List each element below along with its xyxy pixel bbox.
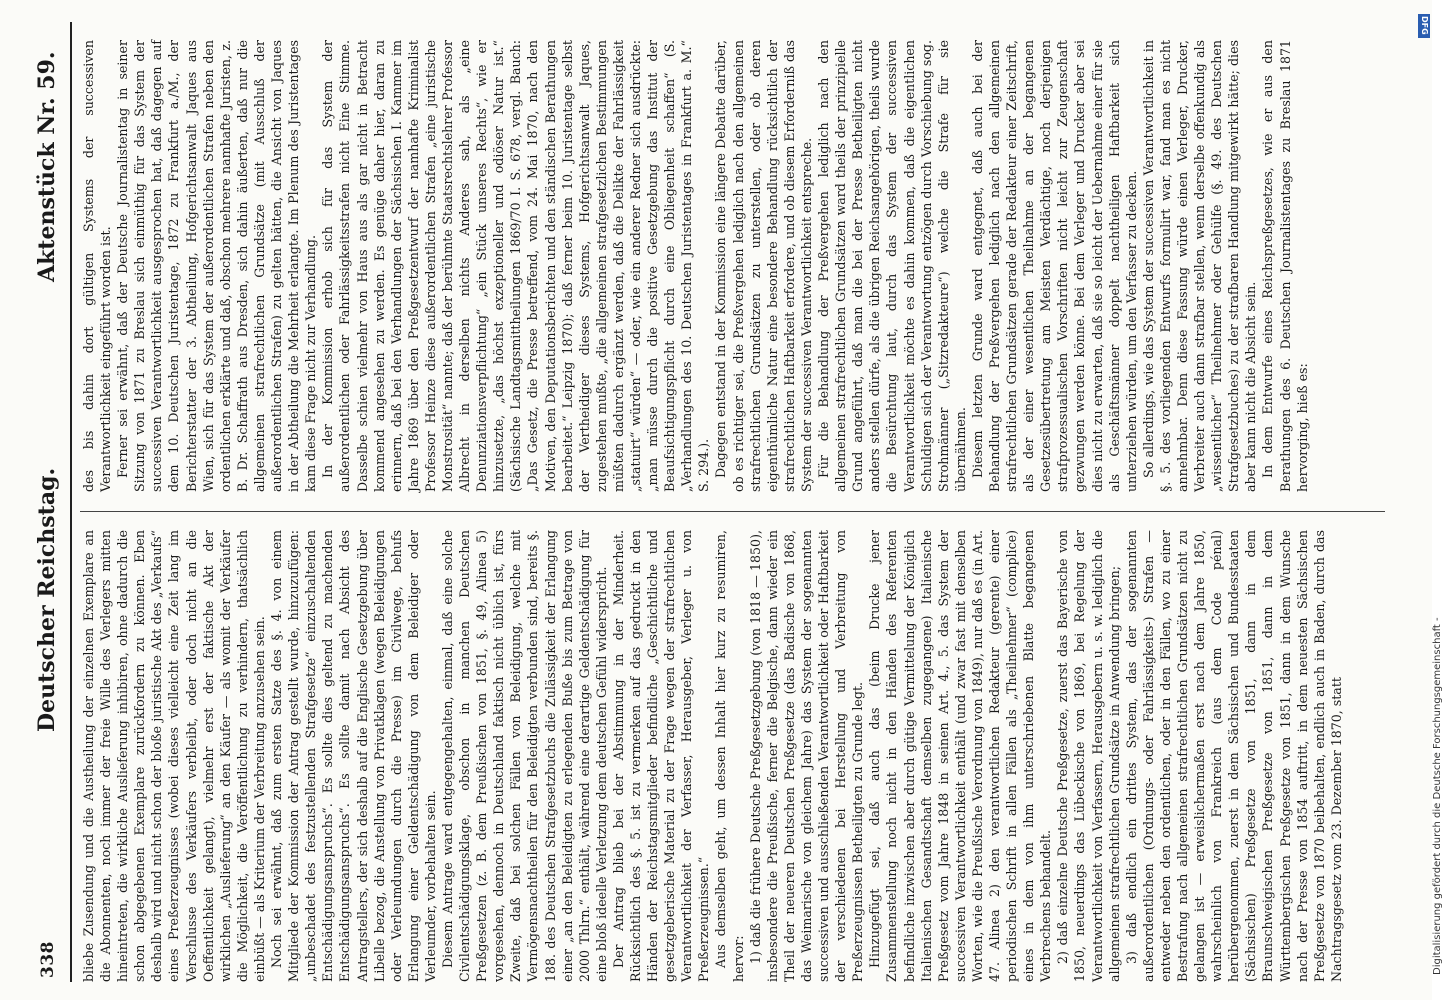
dfg-logo: DFG — [1418, 14, 1430, 38]
paragraph: Noch sei erwähnt, daß zum ersten Satze des §. 4. von einem Mitgliede der Kommission der Antrag gestellt wurde, hinzuzufügen: „unbeschadet des festzustellenden Strafgesetze“ einzuschaltenden Entschädigungsanspruchs“. Es sollte dies geltend zu machenden Entschädigungsanspruchs“. Es sollte damit nach Absicht des Antragstellers, der sich deshalb auf die Englische Gesetzgebung über Libelle bezog, die Anstellung von Privatklagen (wegen Beleidigungen oder Verleumdungen durch die Presse) im Civilwege, behufs Erlangung einer Geldentschädigung von dem Beleidiger oder Verleumder, vorbehalten sein. — [269, 530, 438, 982]
paragraph: Dagegen entstand in der Kommission eine längere Debatte darüber, ob es richtiger sei, die Preßvergehen lediglich nach den allgemeinen strafrechtlichen Grundsätzen zu unterstellen, oder ob deren eigenthümliche Natur eine besondere Behandlung rücksichtlich der strafrechtlichen Haftbarkeit erfordere, und ob diesem Erforderniß das System der successiven Verantwortlichkeit entspreche. — [713, 40, 814, 492]
paragraph: Der Antrag blieb bei der Abstimmung in der Minderheit. Rücksichtlich des §. 5. ist zu vermerken auf das gedruckt in den Händen der Reichstagsmitglieder befindliche „Geschichtliche und gesetzgeberische Material zu der Frage wegen der strafrechtlichen Verantwortlichkeit der Verfasser, Herausgeber, Verleger u. von Preßerzeugnissen.“ — [610, 530, 712, 982]
paragraph: Aus demselben geht, um dessen Inhalt hier kurz zu resumiren, hervor: — [713, 530, 746, 982]
paragraph: Hinzugefügt sei, daß auch das (beim Drucke jener Zusammenstellung noch nicht in den Händen des Referenten befindliche inzwischen aber durch gütige Vermittelung der Königlich Italienischen Gesandtschaft demselben zugegangene) Italienische Preßgesetz vom Jahre 1848 in seinen Art. 4., 5. das System der successiven Verantwortlichkeit enthält (und zwar fast mit denselben Worten, wie die Preußische Verordnung von 1849), nur daß es (in Art. 47. Alinea 2) den verantwortlichen Redakteur (gerente) einer periodischen Schrift in allen Fällen als „Theilnehmer“ (complice) eines in dem von ihm unterschriebenen Blatte begangenen Verbrechens behandelt. — [867, 530, 1054, 982]
list-item: 1) daß die frühere Deutsche Preßgesetzgebung (von 1818 — 1850), insbesondere die Preußische, ferner die Belgische, dann wieder ein Theil der neueren Deutschen Preßgesetze (das Badische von 1868, das Weimarische von gleichem Jahre) das System der sogenannten successiven und ausschließenden Verantwortlichkeit oder Haftbarkeit der verschiedenen bei Herstellung und Verbreitung von Preßerzeugnissen Betheiligten zu Grunde legt. — [747, 530, 866, 982]
page-title: Deutscher Reichstag. — [34, 467, 60, 732]
paragraph: Diesem Antrage ward entgegengehalten, einmal, daß eine solche Civilentschädigungsklage, obschon in manchen Deutschen Preßgesetzen (z. B. dem Preußischen von 1851, §. 49, Alinea 5) vorgesehen, dennoch in Deutschland faktisch nicht üblich ist, fürs Zweite, daß bei solchen Fällen von Beleidigung, welche mit Vermögensnachtheilen für den Beleidigten verbunden sind, bereits §. 188. des Deutschen Strafgesetzbuchs die Zulässigkeit der Erlangung einer „an den Beleidigten zu erlegenden Buße bis zum Betrage von 2000 Thlrn.“ enthält, während eine derartige Geldentschädigung für eine bloß ideelle Verletzung dem deutschen Gefühl widerspricht. — [439, 530, 609, 982]
document-number: Aktenstück Nr. 59. — [34, 51, 60, 282]
list-item: 3) daß endlich ein drittes System, das der sogenannten außerordentlichen (Ordnungs- oder Fahrlässigkeits-) Strafen — entweder neben den ordentlichen, oder in den Fällen, wo zu einer Bestrafung nach allgemeinen strafrechtlichen Grundsätzen nicht zu gelangen ist — erweislichermaßen erst nach dem Jahre 1850, wahrscheinlich von Frankreich (aus dem Code pénal) herübergenommen, zuerst in dem Sächsischen und Bundesstaaten (Sächsischen) Preßgesetze von 1851, dann in dem Braunschweigischen Preßgesetze von 1851, dann in dem Württembergischen Preßgesetze von 1851, dann in dem Wunsche nach der Presse von 1854 auftritt, in dem neuesten Sächsischen Preßgesetze von 1870 beibehalten, endlich auch in Baden, durch das Nachtragsgesetz vom 23. Dezember 1870, statt — [1123, 530, 1344, 982]
paragraph: Für die Behandlung der Preßvergehen lediglich nach den allgemeinen strafrechtlichen Grundsätzen ward theils der prinzipielle Grund angeführt, daß man die bei der Presse Betheiligten nicht anders stellen dürfe, als die übrigen Reichsangehörigen, theils wurde die Besürchtung laut, durch das System der successiven Verantwortlichkeit möchte es dahin kommen, daß die eigentlichen Schuldigen sich der Verantwortung entzögen durch Vorschiebung sog. Strohmänner („Sitzredakteure“) welche die Strafe für sie übernähmen. — [816, 40, 968, 492]
digitization-note: Digitalisierung gefördert durch die Deutsche Forschungsgemeinschaft - — [1432, 617, 1443, 975]
paragraph: So allerdings, wie das System der successiven Verantwortlichkeit in §. 5. des vorliegenden Entwurfs formulirt war, fand man es nicht annehmbar. Denn diese Fassung würde einen Verleger, Drucker, Verbreiter auch dann strafbar stellen, wenn derselbe offenkundig als „wissentlicher“ Theilnehmer oder Gehülfe (§. 49. des Deutschen Strafgesetzbuches) zu der strafbaren Handlung mitgewirkt hätte; dies aber kann nicht die Absicht sein. — [1140, 40, 1259, 492]
page-number: 338 — [38, 941, 58, 978]
paragraph: In der Kommission erhob sich für das System der außerordentlichen oder Fahrlässigkeitsstrafen nicht Eine Stimme. Dasselbe schien vielmehr von Haus aus als gar nicht in Betracht kommend angesehen zu werden. Es genüge daher hier, daran zu erinnern, daß bei den Verhandlungen der Sächsischen I. Kammer im Jahre 1869 über den Preßgesetzentwurf der namhafte Kriminalist Professor Heinze diese außerordentlichen Strafen „eine juristische Monstrosität“ nannte; daß der berühmte Staatsrechtslehrer Professor Albrecht in derselben nichts Anderes sah, als „eine Denunziationsverpflichtung“ „ein Stück unseres Rechts“, wie er hinzusetzte, „das höchst exzeptioneller und odiöser Natur ist.“ (Sächsische Landtagsmittheilungen 1869/70 I. S. 678, vergl. Bauch: „Das Gesetz, die Presse betreffend, vom 24. Mai 1870, nach den Motiven, den Deputationsberichten und den ständischen Berathungen bearbeitet.“ Leipzig 1870); daß ferner beim 10. Juristentage selbst der Vertheidiger dieses Systems, Hofgerichtsanwalt Jaques, zugestehen mußte, „die allgemeinen strafgesetzlichen Bestimmungen müßten dadurch ergänzt werden, daß die Delikte der Fahrlässigkeit „statuirt“ würden“ — oder, wie ein anderer Redner sich ausdrückte: „man müsse durch die positive Gesetzgebung das Institut der Beaufsichtigungspflicht durch eine Obliegenheit schaffen“ (S. „Verhandlungen des 10. Deutschen Juristentages in Frankfurt a. M.“ S. 294.). — [320, 40, 712, 492]
right-column — [80, 40, 1390, 492]
page-header — [30, 22, 72, 982]
paragraph: Ferner sei erwähnt, daß der Deutsche Journalistentag in seiner Sitzung von 1871 zu Breslau sich einmüthig für das System der successiven Verantwortlichkeit ausgesprochen hat, daß dagegen auf dem 10. Deutschen Juristentage, 1872 zu Frankfurt a./M., der Berichterstatter der 3. Abtheilung, Hofgerichtsanwalt Jaques aus Wien, sich für das System der außerordentlichen Strafen neben den ordentlichen erklärte und daß, obschon mehrere namhafte Juristen, z. B. Dr. Schaffrath aus Dresden, sich dahin äußerten, daß nur die allgemeinen strafrechtlichen Grundsätze (mit Ausschluß der außerordentlichen Strafen) zu gelten hätten, die Ansicht von Jaques in der Abtheilung die Mehrheit erlangte. Im Plenum des Juristentages kam diese Frage nicht zur Verhandlung. — [115, 40, 319, 492]
newspaper-page — [30, 22, 1400, 982]
paragraph: In dem Entwurfe eines Reichspreßgesetzes, wie er aus den Berathungen des 6. Deutschen Journalistentages zu Breslau 1871 hervorging, hieß es: — [1260, 40, 1310, 492]
column-divider — [80, 511, 1385, 512]
paragraph: des bis dahin dort gültigen Systems der successiven Verantwortlichkeit eingeführt worden ist. — [81, 40, 114, 492]
list-item: 2) daß einzelne Deutsche Preßgesetze, zuerst das Bayerische von 1850, neuerdings das Lübeckische von 1869, bei Regelung der Verantwortlichkeit von Verfassern, Herausgebern u. s. w. lediglich die allgemeinen strafrechtlichen Grundsätze in Anwendung bringen; — [1055, 530, 1122, 982]
paragraph: Diesem letzten Grunde ward entgegnet, daß auch bei der Behandlung der Preßvergehen lediglich nach den allgemeinen strafrechtlichen Grundsätzen gerade der Redakteur einer Zeitschrift, als der einer wesentlichen Theilnahme an der begangenen Gesetzesübertretung am Meisten Verdächtige, noch derjenigen strafprozessualischen Vorschriften nicht leicht zur Zeugenschaft gezwungen werden könne. Bei dem Verleger und Drucker aber sei dies nicht zu erwarten, daß sie so leicht der Uebernahme einer für sie als Geschäftsmänner doppelt nachtheiligen Haftbarkeit sich unterziehen würden, um den Verfasser zu decken. — [969, 40, 1139, 492]
left-column — [80, 530, 1390, 982]
paragraph: bliebe Zusendung und die Austheilung der einzelnen Exemplare an die Abonnenten, noch immer der freie Wille des Verlegers mitten hineintreten, die wirkliche Auslieferung inhibiren, ohne dadurch die schon abgegebenen Exemplare zurückfordern zu können. Eben deshalb wird und nicht schon der bloße juristische Akt des „Verkaufs“ eines Preßerzeugnisses (wobei dieses vielleicht eine Zeit lang im Verschlusse des Verkäufers verbleibt, oder doch nicht an die Oeffentlichkeit gelangt), vielmehr erst der faktische Akt der wirklichen „Auslieferung“ an den Käufer — als womit der Verkäufer die Möglichkeit, die Veröffentlichung zu verhindern, thatsächlich einbüßt — als Kriterium der Verbreitung anzusehen sein. — [81, 530, 267, 982]
